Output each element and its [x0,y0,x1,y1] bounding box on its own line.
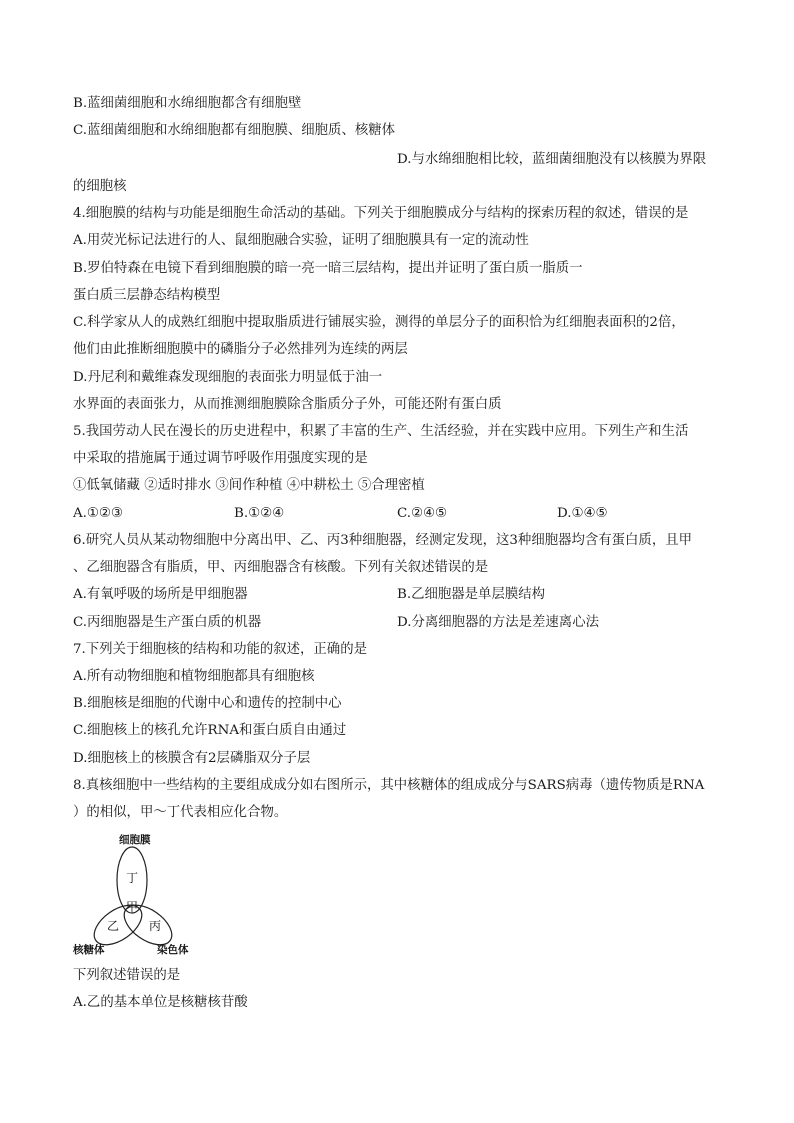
question-8: 8.真核细胞中一些结构的主要组成成分如右图所示，其中核糖体的组成成分与SARS病毒（遗传物质是RNA [73,778,705,793]
question-5: 5.我国劳动人民在漫长的历史进程中，积累了丰富的生产、生活经验，并在实践中应用。下列生产和生活 [73,424,689,439]
q7-option-a: A.所有动物细胞和植物细胞都具有细胞核 [73,669,315,684]
question-4: 4.细胞膜的结构与功能是细胞生命活动的基础。下列关于细胞膜成分与结构的探索历程的叙述，错误的是 [73,206,689,221]
q4-option-c: C.科学家从人的成熟红细胞中提取脂质进行铺展实验，测得的单层分子的面积恰为红细胞表面积的2倍， [73,315,685,330]
label-bing: 丙 [149,919,162,933]
q4-option-b: B.罗伯特森在电镜下看到细胞膜的暗一亮一暗三层结构，提出并证明了蛋白质一脂质一 [73,261,583,276]
q3-option-b: B.蓝细菌细胞和水绵细胞都含有细胞壁 [73,96,302,111]
q8-prompt: 下列叙述错误的是 [73,968,181,983]
q6-option-b: B.乙细胞器是单层膜结构 [397,587,546,602]
question-8-cont: ）的相似，甲～丁代表相应化合物。 [73,805,288,820]
label-cell-membrane: 细胞膜 [119,834,151,846]
q3-option-d: D.与水绵细胞相比较，蓝细菌细胞没有以核膜为界限 [397,152,707,167]
q5-option-b: B.①②④ [234,506,285,521]
q7-option-d: D.细胞核上的核膜含有2层磷脂双分子层 [73,751,311,766]
label-jia: 甲 [126,900,139,914]
label-chromosome: 染色体 [157,944,189,956]
q4-option-d-cont: 水界面的表面张力，从而推测细胞膜除含脂质分子外，可能还附有蛋白质 [73,397,502,412]
label-ding: 丁 [126,871,139,885]
q5-items: ①低氧储藏 ②适时排水 ③间作种植 ④中耕松土 ⑤合理密植 [73,478,425,493]
label-ribosome: 核糖体 [73,944,105,956]
composition-diagram [70,830,200,958]
q5-option-c: C.②④⑤ [397,506,448,521]
question-6: 6.研究人员从某动物细胞中分离出甲、乙、丙3种细胞器，经测定发现，这3种细胞器均含有蛋白质，且甲 [73,533,692,548]
q6-option-a: A.有氧呼吸的场所是甲细胞器 [73,587,248,602]
q6-option-c: C.丙细胞器是生产蛋白质的机器 [73,615,262,630]
question-6-cont: 、乙细胞器含有脂质，甲、丙细胞器含有核酸。下列有关叙述错误的是 [73,560,489,575]
q4-option-c-cont: 他们由此推断细胞膜中的磷脂分子必然排列为连续的两层 [73,342,408,357]
question-7: 7.下列关于细胞核的结构和功能的叙述，正确的是 [73,642,367,657]
question-5-cont: 中采取的措施属于通过调节呼吸作用强度实现的是 [73,451,368,466]
q4-option-a: A.用荧光标记法进行的人、鼠细胞融合实验，证明了细胞膜具有一定的流动性 [73,233,529,248]
q4-option-d: D.丹尼利和戴维森发现细胞的表面张力明显低于油一 [73,370,383,385]
q7-option-b: B.细胞核是细胞的代谢中心和遗传的控制中心 [73,696,342,711]
q7-option-c: C.细胞核上的核孔允许RNA和蛋白质自由通过 [73,723,347,738]
q8-option-a: A.乙的基本单位是核糖核苷酸 [73,995,248,1010]
q6-option-d: D.分离细胞器的方法是差速离心法 [397,615,599,630]
label-yi: 乙 [107,919,120,933]
q3-option-d-cont: 的细胞核 [73,179,127,194]
q5-option-a: A.①②③ [73,506,123,521]
q4-option-b-cont: 蛋白质三层静态结构模型 [73,288,221,303]
q3-option-c: C.蓝细菌细胞和水绵细胞都有细胞膜、细胞质、核糖体 [73,123,396,138]
q5-option-d: D.①④⑤ [557,506,608,521]
